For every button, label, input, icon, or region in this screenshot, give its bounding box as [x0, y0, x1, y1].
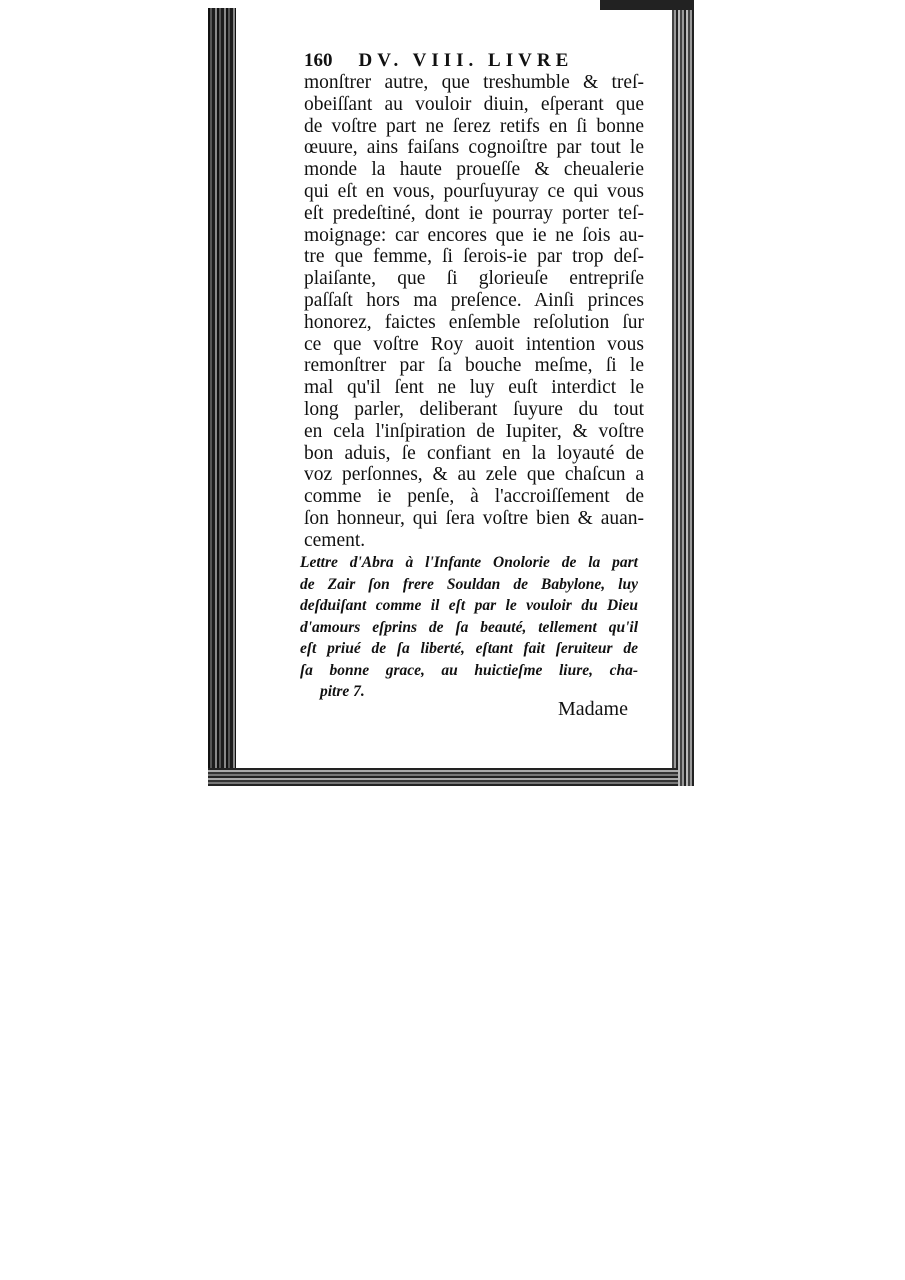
chapter-caption	[300, 552, 638, 703]
running-head	[304, 50, 634, 72]
top-edge-shadow	[600, 0, 694, 10]
text-line: ſon honneur, qui ſera voſtre bien & auan-	[304, 507, 644, 529]
text-line: long parler, deliberant ſuyure du tout	[304, 398, 644, 420]
body-text	[304, 72, 644, 552]
catchword: Madame	[558, 698, 628, 720]
text-line: remonſtrer par ſa bouche meſme, ſi le	[304, 355, 644, 377]
text-line: voz perſonnes, & au zele que chaſcun a	[304, 464, 644, 486]
text-line: ce que voſtre Roy auoit intention vous	[304, 333, 644, 355]
text-line: monde la haute proueſſe & cheualerie	[304, 159, 644, 181]
bottom-page-edge-shadow	[208, 768, 678, 786]
running-title: DV. VIII. LIVRE	[358, 50, 574, 71]
text-line: cement.	[304, 529, 366, 551]
page-number: 160	[304, 50, 333, 71]
text-line: plaiſante, que ſi glorieuſe entrepriſe	[304, 268, 644, 290]
text-line: moignage: car encores que ie ne ſois au-	[304, 224, 644, 246]
caption-line: d'amours eſprins de ſa beauté, tellement qu'il	[300, 618, 638, 636]
text-line: œuure, ains faiſans cognoiſtre par tout le	[304, 137, 644, 159]
text-line: comme ie penſe, à l'accroiſſement de	[304, 486, 644, 508]
caption-line: pitre 7.	[320, 683, 365, 700]
text-line: monſtrer autre, que treshumble & treſ-	[304, 72, 644, 93]
caption-line: de Zair ſon frere Souldan de Babylone, luy	[300, 575, 638, 593]
text-line: qui eſt en vous, pourſuyuray ce qui vous	[304, 180, 644, 202]
text-line: en cela l'inſpiration de Iupiter, & voſtre	[304, 420, 644, 442]
text-line: de voſtre part ne ſerez retifs en ſi bonne	[304, 115, 644, 137]
text-line: obeiſſant au vouloir diuin, eſperant que	[304, 93, 644, 115]
text-line: mal qu'il ſent ne luy euſt interdict le	[304, 377, 644, 399]
caption-line: ſa bonne grace, au huictieſme liure, cha-	[300, 661, 638, 679]
caption-line: deſduiſant comme il eſt par le vouloir du Dieu	[300, 597, 638, 614]
right-page-edge-shadow	[672, 0, 694, 786]
text-line: tre que femme, ſi ſerois-ie par trop deſ-	[304, 246, 644, 268]
text-line: honorez, faictes enſemble reſolution ſur	[304, 311, 644, 333]
text-line: paſſaſt hors ma preſence. Ainſi princes	[304, 289, 644, 311]
text-line: bon aduis, ſe confiant en la loyauté de	[304, 442, 644, 464]
caption-line: Lettre d'Abra à l'Infante Onolorie de la part	[300, 554, 638, 571]
left-page-edge-shadow	[208, 8, 236, 786]
text-line: eſt predeſtiné, dont ie pourray porter teſ-	[304, 202, 644, 224]
caption-line: eſt priué de ſa liberté, eſtant fait ſeruiteur de	[300, 640, 638, 657]
